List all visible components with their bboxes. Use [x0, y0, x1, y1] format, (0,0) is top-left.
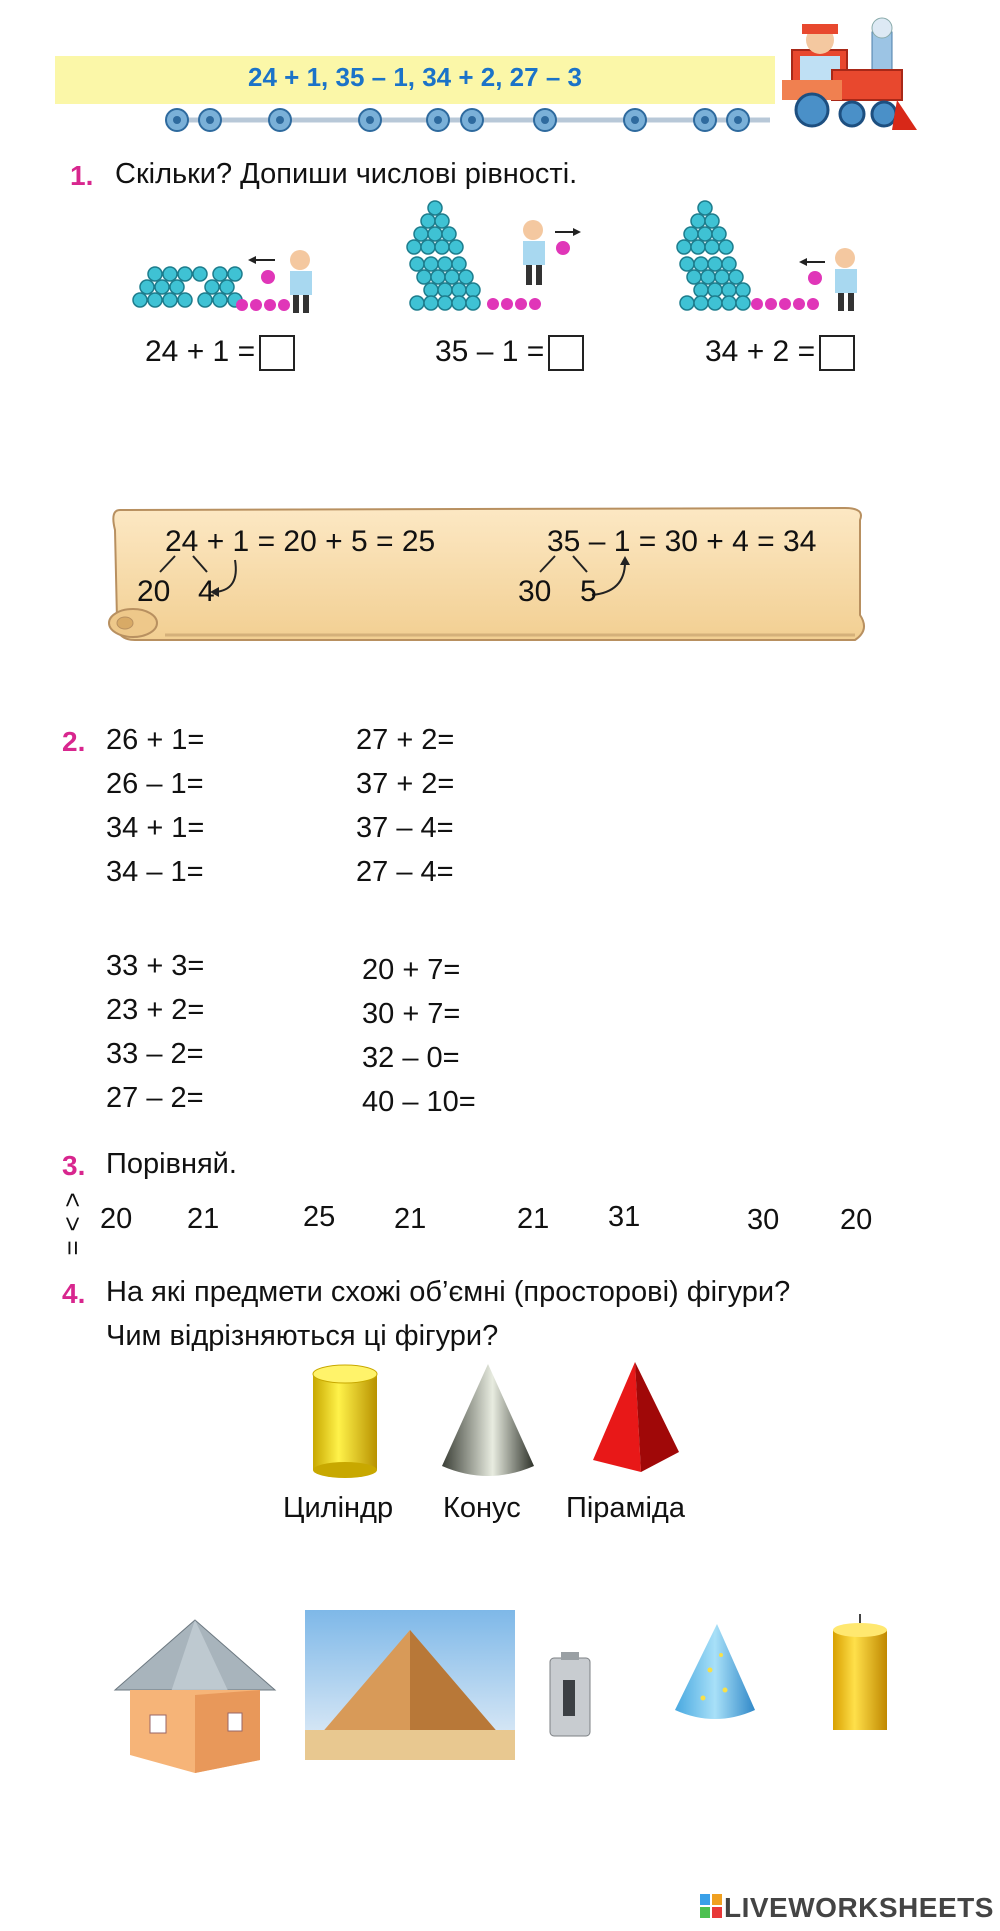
pyramid-label: Піраміда — [566, 1492, 685, 1524]
egyptian-pyramid-illustration — [305, 1610, 515, 1760]
task2-number: 2. — [62, 726, 86, 757]
compare-value: 20 — [840, 1204, 873, 1236]
candle-illustration — [825, 1610, 895, 1740]
scroll-left-equation: 24 + 1 = 20 + 5 = 25 — [165, 525, 436, 558]
expression: 30 + 7= — [362, 998, 461, 1030]
task1-number: 1. — [70, 160, 94, 191]
expression: 27 – 4= — [356, 856, 454, 888]
compare-value: 21 — [517, 1203, 550, 1235]
bead-triangle-illustration-2 — [405, 200, 605, 315]
expression: 37 + 2= — [356, 768, 455, 800]
answer-box[interactable] — [819, 335, 855, 371]
compare-value: 20 — [100, 1203, 133, 1235]
liveworksheets-watermark: LIVEWORKSHEETS — [724, 1892, 994, 1923]
banner-title: 24 + 1, 35 – 1, 34 + 2, 27 – 3 — [248, 62, 582, 92]
house-illustration — [110, 1615, 280, 1775]
expression: 32 – 0= — [362, 1042, 460, 1074]
train-wheels — [160, 104, 780, 136]
task4-question-2: Чим відрізняються ці фігури? — [106, 1320, 499, 1352]
party-hat-illustration — [665, 1620, 765, 1730]
expression: 20 + 7= — [362, 954, 461, 986]
greater-than-sign: > — [58, 1216, 88, 1232]
scroll-right-part-a: 30 — [518, 575, 552, 608]
liveworksheets-logo-icon — [700, 1894, 722, 1918]
equals-sign: = — [58, 1240, 88, 1256]
scroll-right-equation: 35 – 1 = 30 + 4 = 34 — [547, 525, 817, 558]
expression: 26 + 1= — [106, 724, 205, 756]
task2-block1-left — [106, 718, 204, 894]
expression: 33 – 2= — [106, 1038, 204, 1070]
cylinder-shape — [305, 1360, 385, 1480]
equation-text: 35 – 1 = — [435, 335, 545, 368]
expression: 33 + 3= — [106, 950, 205, 982]
expression: 34 + 1= — [106, 812, 205, 844]
cone-shape — [438, 1362, 538, 1482]
scroll-left-part-b: 4 — [198, 575, 215, 608]
task4-question-1: На які предмети схожі об’ємні (просторові) фігури? — [106, 1276, 791, 1308]
task4-number: 4. — [62, 1278, 86, 1309]
expression: 27 – 2= — [106, 1082, 204, 1114]
task2-block1-right — [356, 718, 454, 894]
compare-value: 21 — [187, 1203, 220, 1235]
less-than-sign: < — [58, 1192, 88, 1208]
expression: 40 – 10= — [362, 1086, 476, 1118]
expression: 23 + 2= — [106, 994, 205, 1026]
scroll-background — [105, 500, 875, 650]
scroll-left-part-a: 20 — [137, 575, 171, 608]
comparison-signs — [60, 1188, 86, 1260]
compare-value: 25 — [303, 1201, 336, 1233]
cylinder-label: Циліндр — [283, 1492, 394, 1524]
battery-illustration — [545, 1650, 595, 1740]
expression: 37 – 4= — [356, 812, 454, 844]
compare-value: 30 — [747, 1204, 780, 1236]
task2-block2-right — [362, 948, 476, 1124]
task1-equation-1 — [145, 335, 295, 371]
answer-box[interactable] — [548, 335, 584, 371]
compare-value: 21 — [394, 1203, 427, 1235]
pyramid-shape — [585, 1360, 685, 1480]
scroll-right-part-b: 5 — [580, 575, 597, 608]
task1-equation-3 — [705, 335, 855, 371]
expression: 34 – 1= — [106, 856, 204, 888]
equation-text: 24 + 1 = — [145, 335, 256, 368]
compare-value: 31 — [608, 1201, 641, 1233]
equation-text: 34 + 2 = — [705, 335, 816, 368]
task3-prompt: Порівняй. — [106, 1148, 237, 1180]
task2-block2-left — [106, 944, 204, 1120]
cone-label: Конус — [443, 1492, 521, 1524]
bead-triangle-illustration-3 — [675, 200, 875, 315]
bead-triangle-illustration-1 — [130, 205, 330, 315]
answer-box[interactable] — [259, 335, 295, 371]
train-engine-illustration — [772, 10, 922, 135]
expression: 27 + 2= — [356, 724, 455, 756]
expression: 26 – 1= — [106, 768, 204, 800]
task1-prompt: Скільки? Допиши числові рівності. — [115, 158, 578, 190]
task1-equation-2 — [435, 335, 584, 371]
task3-number: 3. — [62, 1150, 86, 1181]
